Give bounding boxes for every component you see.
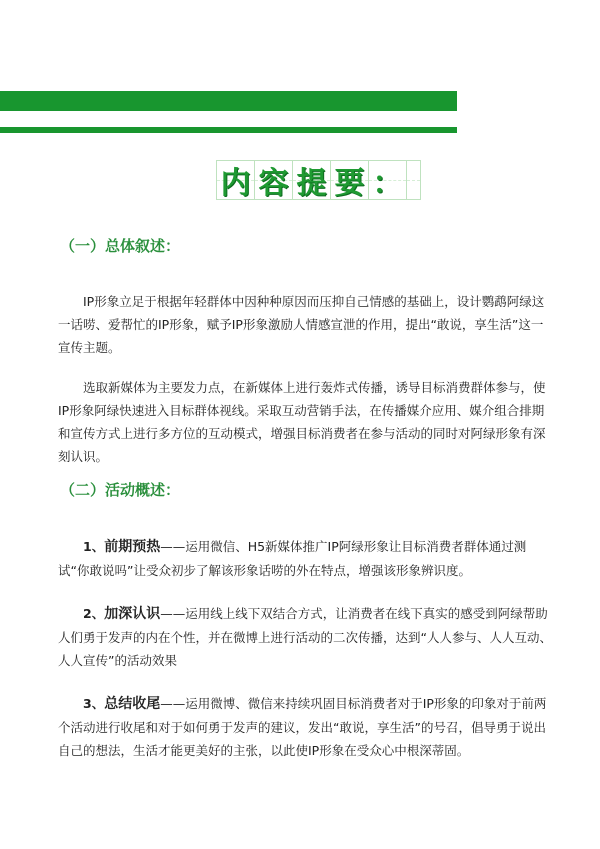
title-char: 容 <box>255 161 293 199</box>
list-item <box>58 692 552 762</box>
item-label: 前期预热 <box>104 539 161 555</box>
item-text: ——运用线上线下双结合方式，让消费者在线下真实的感受到阿绿帮助人们勇于发声的内在个性，并在微博上进行活动的二次传播，达到“人人参与、人人互动、人人宣传”的活动效果 <box>58 606 552 668</box>
item-number: 2、 <box>83 606 105 621</box>
top-green-bar <box>0 91 457 111</box>
list-item <box>58 602 552 672</box>
title-char: 提 <box>293 161 331 199</box>
page-title <box>216 160 421 200</box>
item-label: 总结收尾 <box>104 696 161 712</box>
item-text: ——运用微信、H5新媒体推广IP阿绿形象让目标消费者群体通过测试“你敢说吗”让受众初步了解该形象话唠的外在特点，增强该形象辨识度。 <box>58 539 527 578</box>
item-text: ——运用微博、微信来持续巩固目标消费者对于IP形象的印象对于前两个活动进行收尾和对于如何勇于发声的建议，发出“敢说，享生活”的号召，倡导勇于说出自己的想法，生活才能更美好的主张，以此使IP形象在受众心中根深蒂固。 <box>58 696 547 758</box>
item-number: 1、 <box>83 539 105 554</box>
list-item <box>58 535 552 582</box>
title-char: 内 <box>217 161 255 199</box>
paragraph: 选取新媒体为主要发力点，在新媒体上进行轰炸式传播，诱导目标消费群体参与，使IP形象阿绿快速进入目标群体视线。采取互动营销手法，在传播媒介应用、媒介组合排期和宣传方式上进行多方位的互动模式，增强目标消费者在参与活动的同时对阿绿形象有深刻认识。 <box>58 380 546 464</box>
section-heading-overview: （一）总体叙述： <box>60 237 181 255</box>
title-grid-cell <box>407 161 421 199</box>
section-heading-activities: （二）活动概述： <box>60 481 181 499</box>
item-label: 加深认识 <box>104 606 161 622</box>
paragraph: IP形象立足于根据年轻群体中因种种原因而压抑自己情感的基础上，设计鹦鹉阿绿这一话唠、爱帮忙的IP形象，赋予IP形象激励人情感宣泄的作用，提出“敢说，享生活”这一宣传主题。 <box>58 294 545 355</box>
title-char: ： <box>369 161 407 199</box>
title-char: 要 <box>331 161 369 199</box>
item-number: 3、 <box>83 696 105 711</box>
thin-green-bar <box>0 127 457 133</box>
